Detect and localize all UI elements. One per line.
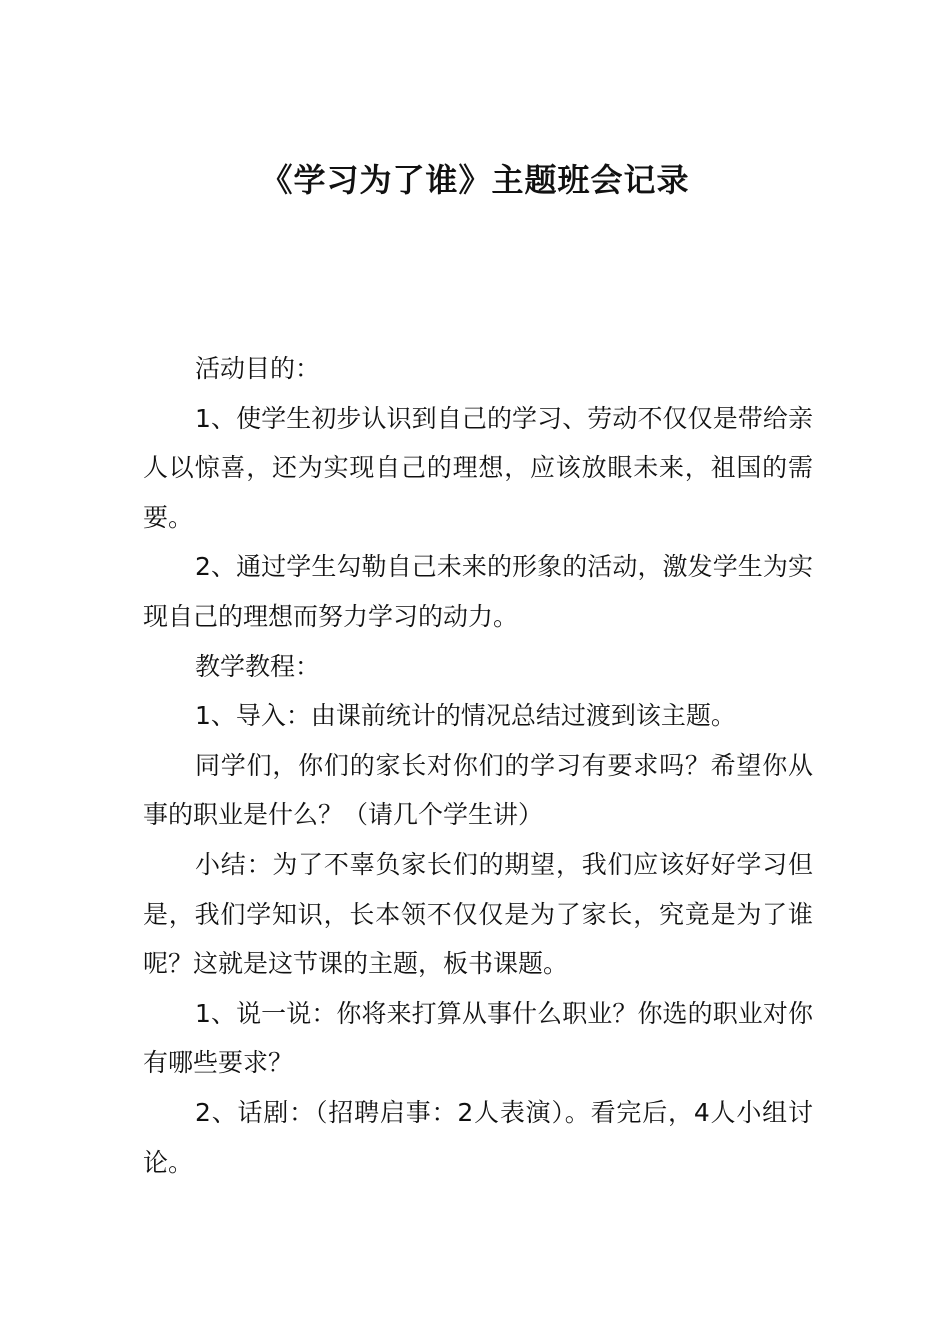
- paragraph-goal-1: 1、使学生初步认识到自己的学习、劳动不仅仅是带给亲人以惊喜，还为实现自己的理想，应该放眼未来，祖国的需要。: [143, 403, 813, 532]
- paragraph-question: 同学们，你们的家长对你们的学习有要求吗？希望你从事的职业是什么？（请几个学生讲）: [143, 750, 813, 830]
- paragraph-discussion: 1、说一说：你将来打算从事什么职业？你选的职业对你有哪些要求？: [143, 998, 813, 1078]
- paragraph-drama: 2、话剧：（招聘启事：2人表演）。看完后，4人小组讨论。: [143, 1097, 813, 1177]
- document-title: 《学习为了谁》主题班会记录: [260, 161, 690, 199]
- paragraph-teaching-process-heading: 教学教程：: [195, 651, 321, 681]
- document-body: [143, 344, 813, 1187]
- paragraph-goal-2: 2、通过学生勾勒自己未来的形象的活动，激发学生为实现自己的理想而努力学习的动力。: [143, 552, 813, 631]
- paragraph-summary: 小结：为了不辜负家长们的期望，我们应该好好学习但是，我们学知识，长本领不仅仅是为了家长，究竟是为了谁呢？这就是这节课的主题，板书课题。: [143, 849, 813, 979]
- paragraph-activity-goal-heading: 活动目的：: [195, 354, 321, 383]
- paragraph-intro: 1、导入：由课前统计的情况总结过渡到该主题。: [195, 701, 736, 731]
